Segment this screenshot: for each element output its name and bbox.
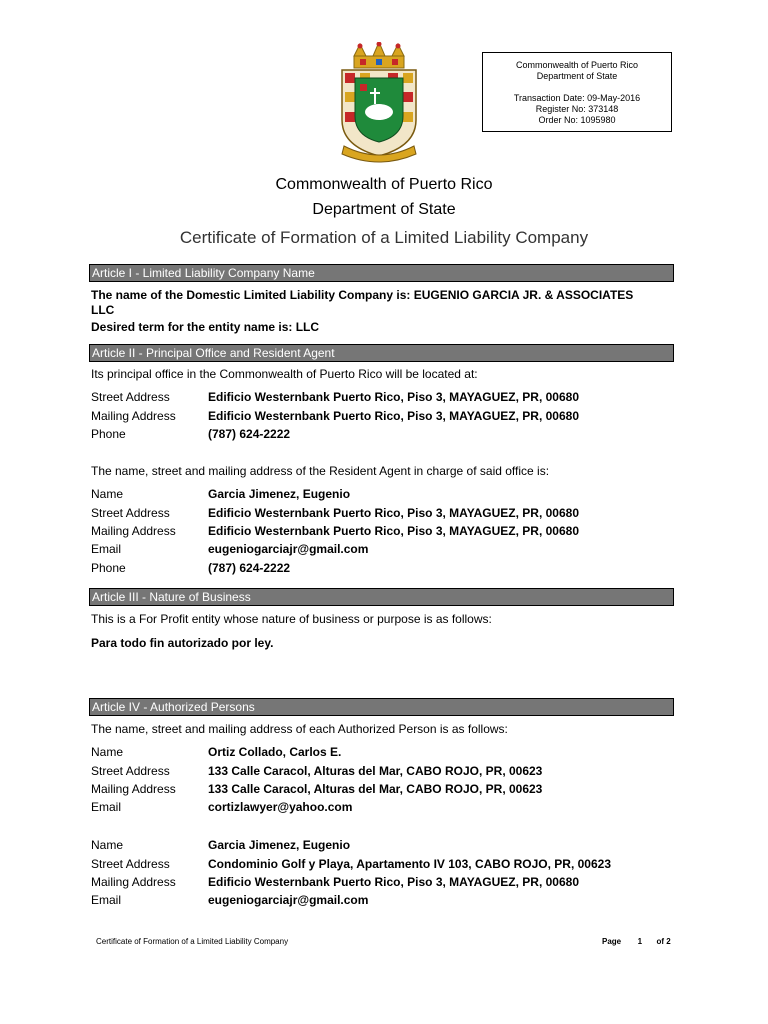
title-department: Department of State	[312, 201, 456, 218]
person2-mailing-value: Edificio Westernbank Puerto Rico, Piso 3, MAYAGUEZ, PR, 00680	[208, 875, 580, 889]
authorized-persons-intro: The name, street and mailing address of each Authorized Person is as follows:	[91, 722, 508, 736]
agent-street-value: Edificio Westernbank Puerto Rico, Piso 3, MAYAGUEZ, PR, 00680	[208, 506, 580, 520]
footer-document-title: Certificate of Formation of a Limited Liability Company	[96, 937, 289, 946]
office-street-label: Street Address	[91, 390, 170, 404]
info-commonwealth: Commonwealth of Puerto Rico	[515, 60, 639, 70]
crown-icon	[354, 42, 404, 68]
order-number: Order No: 1095980	[538, 115, 616, 125]
info-department: Department of State	[536, 71, 618, 81]
entity-term-line: Desired term for the entity name is: LLC	[91, 320, 320, 334]
office-street-value: Edificio Westernbank Puerto Rico, Piso 3, MAYAGUEZ, PR, 00680	[208, 390, 580, 404]
transaction-info-box	[482, 52, 672, 132]
office-phone-label: Phone	[91, 427, 126, 441]
resident-agent-intro: The name, street and mailing address of the Resident Agent in charge of said office is:	[91, 464, 550, 478]
person2-name-label: Name	[91, 838, 124, 852]
office-mailing-value: Edificio Westernbank Puerto Rico, Piso 3, MAYAGUEZ, PR, 00680	[208, 409, 580, 423]
agent-email-label: Email	[91, 542, 122, 556]
person1-name-label: Name	[91, 745, 124, 759]
document-title: Certificate of Formation of a Limited Liability Company	[179, 228, 589, 247]
agent-phone-label: Phone	[91, 561, 126, 575]
footer-page-total: of 2	[656, 937, 671, 946]
person2-name-value: Garcia Jimenez, Eugenio	[208, 838, 351, 852]
agent-mailing-value: Edificio Westernbank Puerto Rico, Piso 3, MAYAGUEZ, PR, 00680	[208, 524, 580, 538]
shield-icon	[342, 70, 416, 156]
coat-of-arms-seal	[336, 42, 422, 166]
person2-street-label: Street Address	[91, 857, 170, 871]
agent-name-label: Name	[91, 487, 124, 501]
footer-page-label: Page	[602, 937, 622, 946]
office-mailing-label: Mailing Address	[91, 409, 176, 423]
register-number: Register No: 373148	[535, 104, 619, 114]
title-commonwealth: Commonwealth of Puerto Rico	[275, 176, 493, 193]
footer-page-number: 1	[637, 937, 643, 946]
article-4-header: Article IV - Authorized Persons	[89, 698, 674, 716]
agent-email-value: eugeniogarciajr@gmail.com	[208, 542, 369, 556]
person2-email-label: Email	[91, 893, 122, 907]
business-purpose: Para todo fin autorizado por ley.	[91, 636, 274, 650]
person1-mailing-label: Mailing Address	[91, 782, 176, 796]
article-1-header: Article I - Limited Liability Company Name	[89, 264, 674, 282]
person1-street-label: Street Address	[91, 764, 170, 778]
transaction-date: Transaction Date: 09-May-2016	[513, 93, 641, 103]
llc-name-line-2: LLC	[91, 303, 115, 317]
person1-email-value: cortizlawyer@yahoo.com	[208, 800, 353, 814]
person2-street-value: Condominio Golf y Playa, Apartamento IV 103, CABO ROJO, PR, 00623	[208, 857, 611, 871]
agent-name-value: Garcia Jimenez, Eugenio	[208, 487, 351, 501]
person2-mailing-label: Mailing Address	[91, 875, 176, 889]
person2-email-value: eugeniogarciajr@gmail.com	[208, 893, 369, 907]
person1-mailing-value: 133 Calle Caracol, Alturas del Mar, CABO ROJO, PR, 00623	[208, 782, 543, 796]
person1-name-value: Ortiz Collado, Carlos E.	[208, 745, 342, 759]
llc-name-line-1: The name of the Domestic Limited Liability Company is: EUGENIO GARCIA JR. & ASSOCIATES	[91, 288, 634, 302]
article-2-header: Article II - Principal Office and Resident Agent	[89, 344, 674, 362]
agent-mailing-label: Mailing Address	[91, 524, 176, 538]
office-phone-value: (787) 624-2222	[208, 427, 291, 441]
person1-email-label: Email	[91, 800, 122, 814]
agent-street-label: Street Address	[91, 506, 170, 520]
principal-office-intro: Its principal office in the Commonwealth of Puerto Rico will be located at:	[91, 367, 478, 381]
business-nature-intro: This is a For Profit entity whose nature of business or purpose is as follows:	[91, 612, 492, 626]
person1-street-value: 133 Calle Caracol, Alturas del Mar, CABO ROJO, PR, 00623	[208, 764, 543, 778]
footer-page-indicator	[602, 937, 671, 946]
article-3-header: Article III - Nature of Business	[89, 588, 674, 606]
agent-phone-value: (787) 624-2222	[208, 561, 291, 575]
